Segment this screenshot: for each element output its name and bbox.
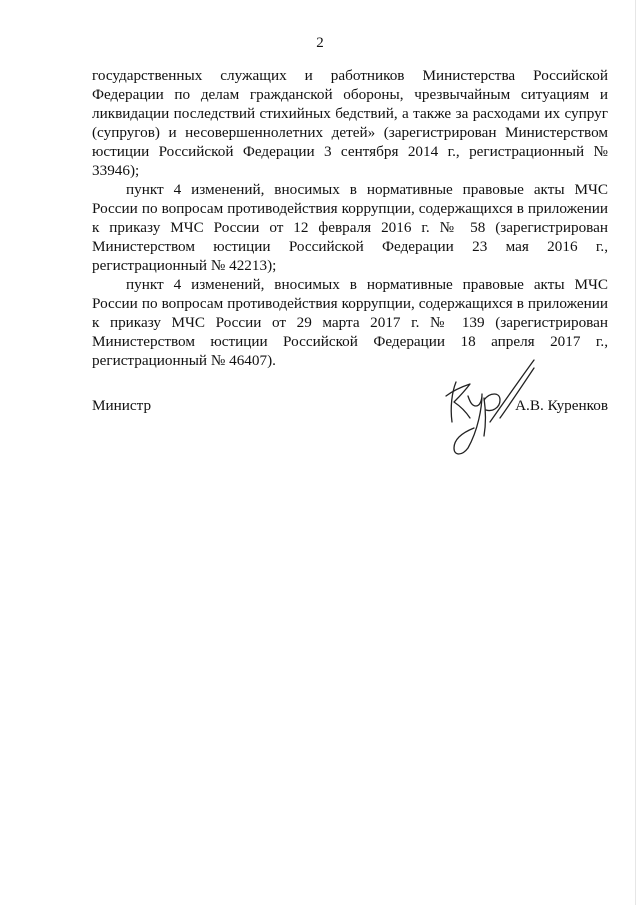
paragraph-continuation: государственных служащих и работников Министерства Российской Федерации по делам гражданской обороны, чрезвычайным ситуациям и ликвидации последствий стихийных бедствий, а также за расходами их супруг (супругов) и несовершеннолетних детей» (зарегистрирован Министерством юстиции Российской Федерации 3 сентября 2014 г., регистрационный № 33946); [92, 67, 608, 179]
paragraph-item: пункт 4 изменений, вносимых в нормативные правовые акты МЧС России по вопросам противодействия коррупции, содержащихся в приложении к приказу МЧС России от 29 марта 2017 г. № 139 (зарегистрирован Министерством юстиции Российской Федерации 18 апреля 2017 г., регистрационный № 46407). [92, 276, 608, 369]
signatory-title: Министр [92, 397, 152, 414]
signature-block [92, 396, 608, 418]
page-number: 2 [316, 35, 324, 51]
signatory-name: А.В. Куренков [515, 397, 608, 414]
paragraph-item: пункт 4 изменений, вносимых в нормативные правовые акты МЧС России по вопросам противодействия коррупции, содержащихся в приложении к приказу МЧС России от 12 февраля 2016 г. № 58 (зарегистрирован Министерством юстиции Российской Федерации 23 мая 2016 г., регистрационный № 42213); [92, 181, 608, 274]
document-body [92, 66, 608, 370]
scan-edge-line [635, 0, 636, 905]
